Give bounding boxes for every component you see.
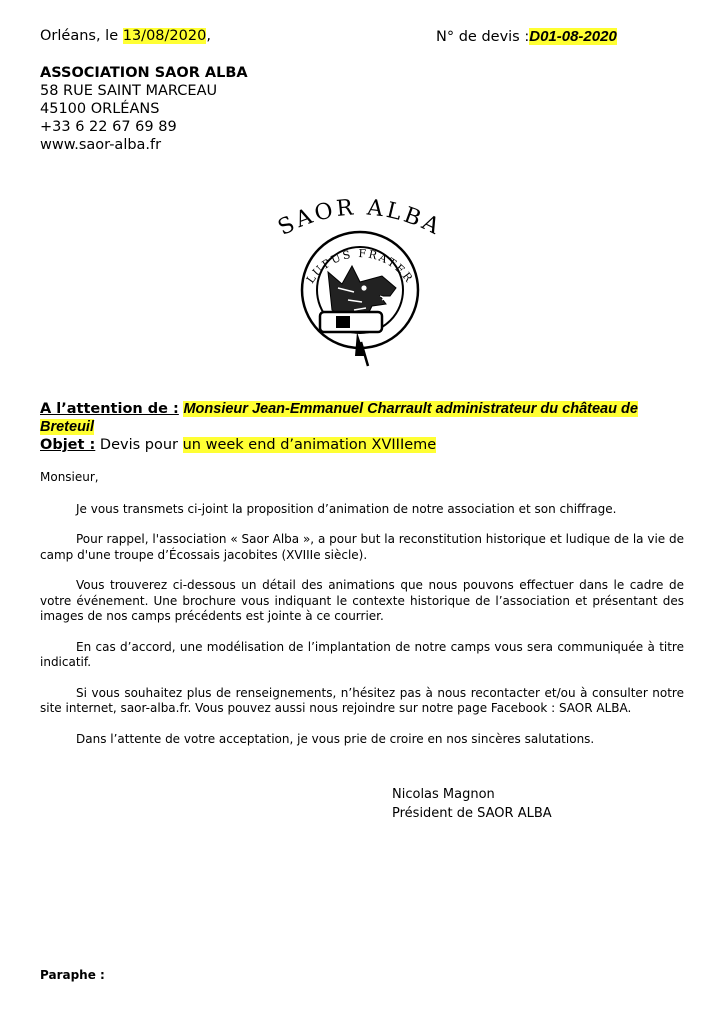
address-line-1: 58 RUE SAINT MARCEAU bbox=[40, 83, 218, 99]
date-line bbox=[40, 28, 211, 44]
website: www.saor-alba.fr bbox=[40, 137, 162, 153]
devis-line bbox=[436, 28, 617, 45]
logo-title: SAOR ALBA bbox=[274, 195, 446, 241]
wolf-crest-icon bbox=[262, 192, 458, 372]
body-paragraph: Si vous souhaitez plus de renseignements, n’hésitez pas à nous recontacter et/ou à consulter notre site internet, saor-alba.fr. Vous pouvez aussi nous rejoindre sur notre page Facebook : SAOR ALBA. bbox=[40, 685, 684, 715]
letter-body bbox=[40, 470, 684, 762]
date-prefix: Orléans, le bbox=[40, 28, 123, 44]
subject-prefix: Devis pour bbox=[99, 437, 183, 453]
body-paragraph: Je vous transmets ci-joint la proposition d’animation de notre association et son chiffrage. bbox=[76, 501, 617, 516]
subject-line bbox=[40, 437, 436, 453]
body-paragraph: Dans l’attente de votre acceptation, je vous prie de croire en nos sincères salutations. bbox=[76, 731, 595, 746]
paraphe-label: Paraphe : bbox=[40, 968, 105, 982]
devis-label: N° de devis : bbox=[436, 29, 530, 45]
subject-label: Objet : bbox=[40, 437, 96, 453]
organization-name: ASSOCIATION SAOR ALBA bbox=[40, 65, 248, 81]
letter-date: 13/08/2020 bbox=[122, 28, 207, 44]
signer-title: Président de SAOR ALBA bbox=[392, 806, 552, 821]
attention-line bbox=[40, 400, 680, 436]
salutation: Monsieur, bbox=[40, 470, 99, 484]
organization-block bbox=[40, 64, 248, 154]
date-suffix: , bbox=[206, 28, 211, 44]
recipient: Monsieur Jean-Emmanuel Charrault administrateur du château de Breteuil bbox=[40, 401, 638, 435]
signature-block bbox=[392, 785, 552, 823]
devis-number: D01-08-2020 bbox=[529, 28, 617, 45]
phone-number: +33 6 22 67 69 89 bbox=[40, 119, 177, 135]
address-line-2: 45100 ORLÉANS bbox=[40, 101, 160, 117]
logo-motto: LUPUS FRATER bbox=[303, 247, 417, 286]
body-paragraph: En cas d’accord, une modélisation de l’implantation de notre camps vous sera communiquée à titre indicatif. bbox=[40, 639, 684, 669]
subject-text: un week end d’animation XVIIIeme bbox=[182, 437, 437, 453]
attention-label: A l’attention de : bbox=[40, 401, 179, 417]
body-paragraph: Vous trouverez ci-dessous un détail des animations que nous pouvons effectuer dans le cadre de votre événement. Une brochure vous indiquant le contexte historique de l’association et présentant des images de nos camps précédents est jointe à ce courrier. bbox=[40, 578, 684, 623]
signer-name: Nicolas Magnon bbox=[392, 787, 495, 802]
body-paragraph: Pour rappel, l'association « Saor Alba », a pour but la reconstitution historique et ludique de la vie de camp d'une troupe d’Écossais jacobites (XVIIIe siècle). bbox=[40, 532, 684, 562]
